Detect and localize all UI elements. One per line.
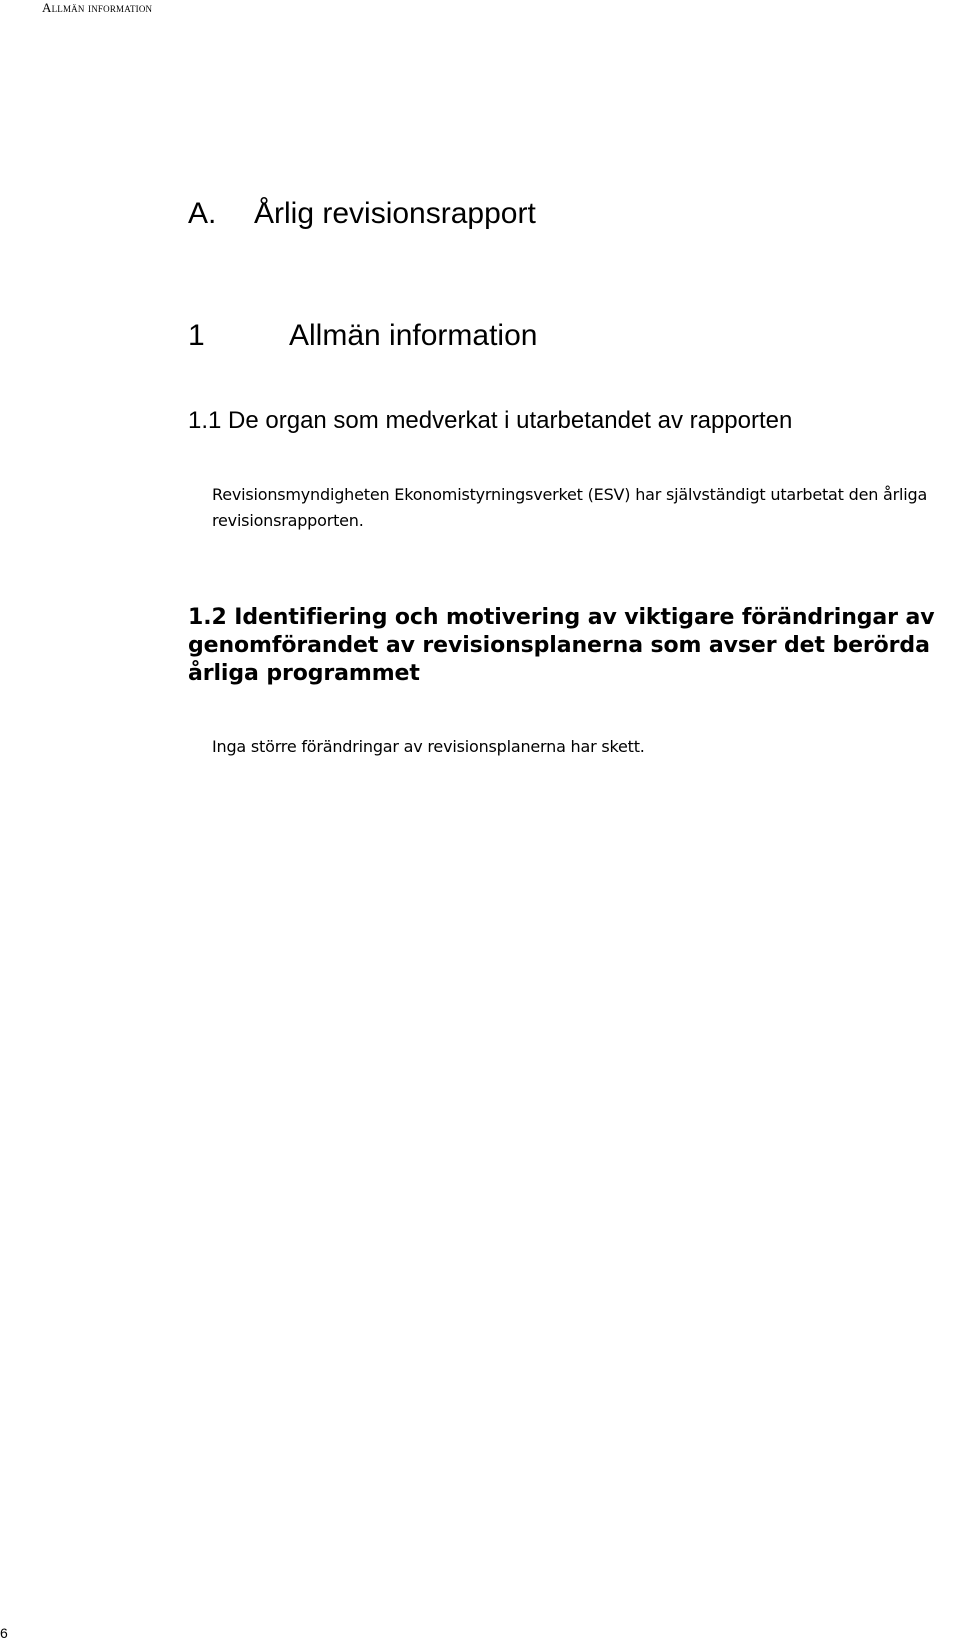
chapter-heading (188, 318, 537, 354)
document-heading-number: A. (188, 197, 217, 230)
chapter-title: Allmän information (289, 319, 538, 352)
chapter-number: 1 (188, 319, 205, 352)
section-heading-1-1: 1.1 De organ som medverkat i utarbetandet av rapporten (188, 407, 793, 434)
section-heading-1-2: 1.2 Identifiering och motivering av viktigare förändringar av genomförandet av revisionsplanerna som avser det berörda årliga programmet (188, 605, 935, 686)
running-header: Allmän information (42, 0, 153, 15)
document-heading-text: Årlig revisionsrapport (254, 197, 536, 230)
paragraph-1-1: Revisionsmyndigheten Ekonomistyrningsverket (ESV) har självständigt utarbetat den årliga revisionsrapporten. (212, 485, 928, 530)
paragraph-1-2: Inga större förändringar av revisionsplanerna har skett. (212, 737, 645, 756)
document-heading (188, 196, 536, 232)
page-number: 6 (0, 1625, 8, 1641)
